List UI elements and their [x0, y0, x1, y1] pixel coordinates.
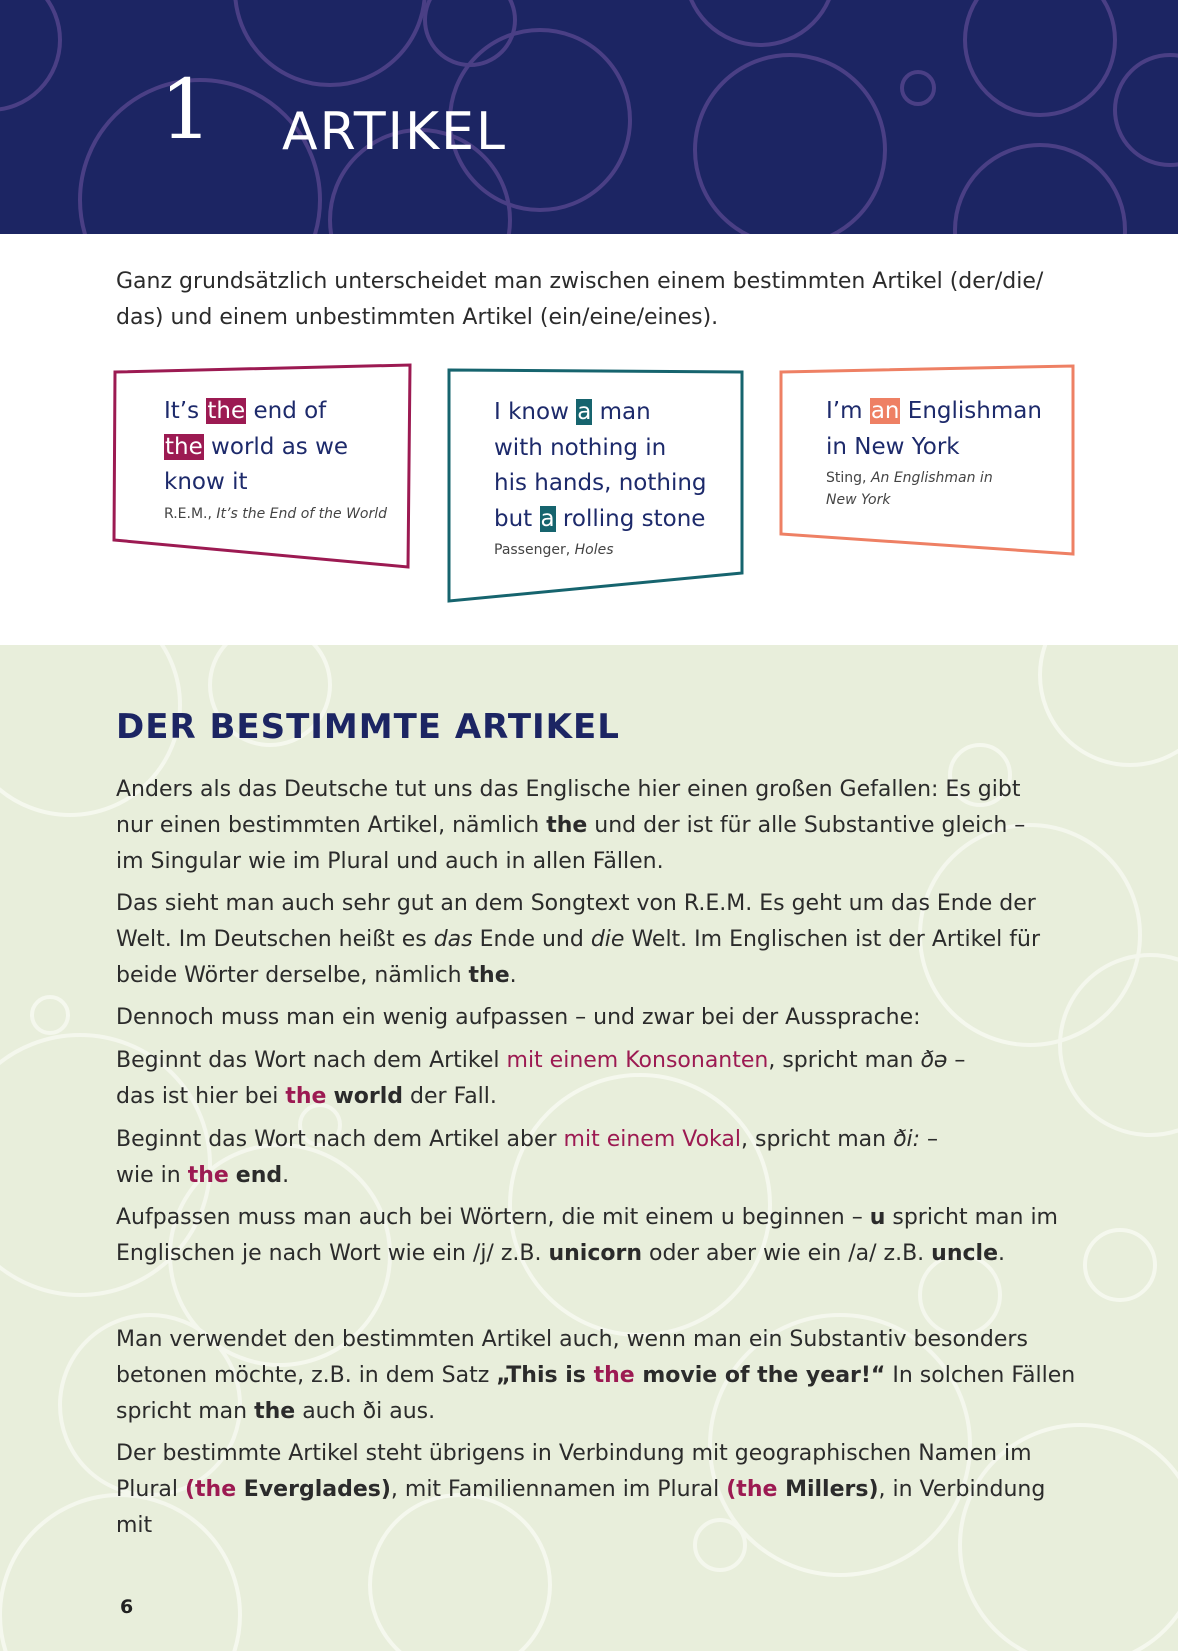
paragraph: Anders als das Deutsche tut uns das Englische hier einen großen Gefallen: Es gibt nur einen bestimmten Artikel, nämlich the und der ist für alle Substantive gleich – im Singular wie im Plural und auch in allen Fällen. — [116, 777, 1026, 874]
article-highlight: the — [207, 398, 246, 424]
paragraph: Aufpassen muss man auch bei Wörtern, die mit einem u beginnen – u spricht man im Englischen je nach Wort wie ein /j/ z.B. unicorn oder aber wie ein /a/ z.B. uncle. — [116, 1205, 1058, 1266]
quote-source: R.E.M., It’s the End of the World — [164, 506, 388, 522]
paragraph: Das sieht man auch sehr gut an dem Songtext von R.E.M. Es geht um das Ende der Welt. Im Deutschen heißt es das Ende und die Welt. Im Englischen ist der Artikel für beide Wörter derselbe, nämlich the. — [116, 891, 1040, 988]
paragraph: Beginnt das Wort nach dem Artikel aber mit einem Vokal, spricht man ði: – wie in the end. — [116, 1127, 939, 1188]
term-the: the — [468, 963, 510, 988]
quote-source: Passenger, Holes — [494, 542, 614, 558]
chapter-header — [0, 0, 1178, 234]
quote-card-sting — [778, 364, 1078, 556]
chapter-title: ARTIKEL — [282, 102, 507, 162]
paragraph: Man verwendet den bestimmten Artikel auch, wenn man ein Substantiv besonders betonen möchte, z.B. in dem Satz „This is the movie of the year!“ In solchen Fällen spricht man the auch ði aus. — [116, 1327, 1076, 1424]
article-highlight: the — [165, 433, 203, 460]
section-heading: DER BESTIMMTE ARTIKEL — [116, 707, 620, 747]
term-the: the — [187, 1163, 229, 1188]
quote-card-rem — [112, 362, 412, 572]
intro-paragraph — [116, 264, 1076, 336]
article-highlight: an — [870, 398, 900, 424]
quote-card-passenger — [446, 367, 746, 607]
quote-text: I’m an Englishman in New York — [826, 398, 1042, 460]
term-the: the — [254, 1399, 296, 1424]
highlight-consonant: mit einem Konsonanten — [506, 1048, 769, 1073]
quote-source: Sting, An Englishman in New York — [826, 470, 993, 508]
term-the: the — [546, 813, 588, 838]
article-highlight: a — [577, 399, 592, 425]
highlight-vowel: mit einem Vokal — [563, 1127, 741, 1152]
paragraph: Beginnt das Wort nach dem Artikel mit einem Konsonanten, spricht man ðə – das ist hier bei the world der Fall. — [116, 1048, 966, 1109]
term-the: the — [195, 1477, 237, 1502]
term-the: the — [736, 1477, 778, 1502]
page-number: 6 — [120, 1596, 134, 1618]
term-the: the — [593, 1363, 635, 1388]
chapter-number: 1 — [160, 63, 213, 158]
quote-text: I know a man with nothing in his hands, nothing but a rolling stone — [494, 399, 707, 532]
intro-line: Ganz grundsätzlich unterscheidet man zwischen einem bestimmten Artikel (der/die/ — [116, 269, 1044, 294]
intro-line: das) und einem unbestimmten Artikel (ein/eine/eines). — [116, 305, 719, 330]
article-highlight: a — [540, 505, 555, 532]
quote-text: It’s the end of the world as we know it — [164, 398, 349, 495]
paragraph: Der bestimmte Artikel steht übrigens in Verbindung mit geographischen Namen im Plural (the Everglades), mit Familiennamen im Plural (the Millers), in Verbindung mit — [116, 1441, 1046, 1538]
paragraph: Dennoch muss man ein wenig aufpassen – und zwar bei der Aussprache: — [116, 1005, 921, 1030]
term-the: the — [285, 1084, 327, 1109]
